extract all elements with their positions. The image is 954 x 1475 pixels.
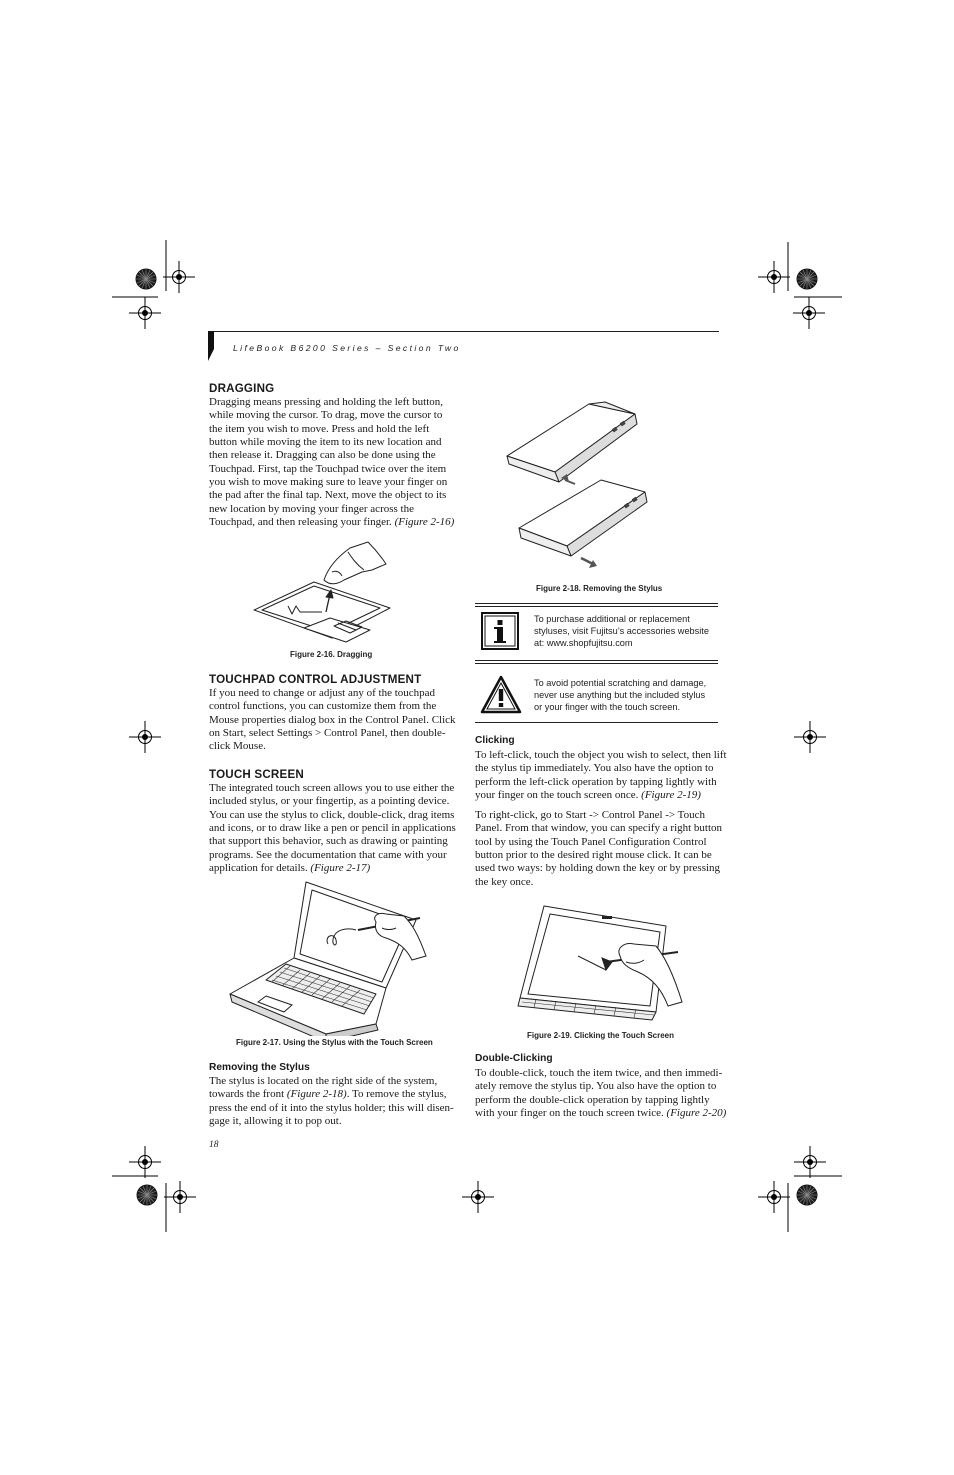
text-line: and icons, or to draw like a pen or pencil in applications bbox=[209, 822, 456, 835]
figure-2-18-removing-stylus-illustration bbox=[505, 400, 655, 572]
figure-2-16-dragging-illustration bbox=[252, 540, 394, 644]
text-line: included stylus, or your fingertip, as a pointing device. bbox=[209, 795, 450, 808]
caption-figure-2-19: Figure 2-19. Clicking the Touch Screen bbox=[527, 1031, 674, 1040]
text-line: Touchpad. First, tap the Touchpad twice over the item bbox=[209, 462, 447, 475]
heading-touch-screen: TOUCH SCREEN bbox=[209, 768, 304, 781]
caption-figure-2-16: Figure 2-16. Dragging bbox=[290, 650, 373, 659]
text-line bbox=[209, 862, 456, 875]
text-line: perform the double-click operation by tapping lightly bbox=[475, 1093, 710, 1106]
running-head: LifeBook B6200 Series – Section Two bbox=[233, 343, 461, 353]
text-line: the item you wish to move. Press and hold the left bbox=[209, 422, 430, 435]
paragraph-double-clicking bbox=[475, 1067, 726, 1120]
text-line bbox=[475, 789, 727, 802]
text-fragment: with your finger on the touch screen twice. bbox=[475, 1107, 667, 1120]
paragraph-touch-screen bbox=[209, 782, 456, 875]
text-line: programs. See the documentation that came with your bbox=[209, 848, 447, 861]
text-line: To left-click, touch the object you wish to select, then lift bbox=[475, 749, 727, 761]
text-line: that support this behavior, such as drawing or painting bbox=[209, 835, 448, 848]
text-line bbox=[209, 516, 454, 529]
text-line: then release it. Dragging can also be done using the bbox=[209, 449, 436, 462]
text-line: the key once. bbox=[475, 875, 534, 888]
figure-reference[interactable]: (Figure 2-18) bbox=[286, 1088, 347, 1101]
note-rule-mid bbox=[475, 660, 718, 661]
text-line: To purchase additional or replacement bbox=[534, 614, 690, 624]
note-warning-text bbox=[534, 677, 706, 714]
text-line: used two ways: by holding down the key or by pressing bbox=[475, 862, 721, 875]
heading-touchpad-control-adjustment: TOUCHPAD CONTROL ADJUSTMENT bbox=[209, 673, 422, 686]
text-line: To right-click, go to Start -> Control Panel -> Touch bbox=[475, 809, 706, 821]
paragraph-removing-stylus bbox=[209, 1075, 454, 1128]
text-line: on Start, select Settings > Control Panel, then double- bbox=[209, 727, 446, 740]
caption-figure-2-18: Figure 2-18. Removing the Stylus bbox=[536, 584, 663, 593]
heading-removing-the-stylus: Removing the Stylus bbox=[209, 1062, 310, 1073]
text-line: control functions, you can customize them from the bbox=[209, 700, 437, 713]
paragraph-clicking-right bbox=[475, 809, 722, 889]
text-line: The integrated touch screen allows you to use either the bbox=[209, 782, 455, 794]
text-line: the stylus tip immediately. You also have the option to bbox=[475, 762, 714, 775]
text-line bbox=[475, 1107, 726, 1120]
caption-figure-2-17: Figure 2-17. Using the Stylus with the Touch Screen bbox=[236, 1038, 433, 1047]
text-fragment: . To remove the stylus, bbox=[346, 1088, 447, 1101]
text-line: Panel. From that window, you can specify a right button bbox=[475, 822, 723, 835]
text-line: Mouse properties dialog box in the Control Panel. Click bbox=[209, 713, 456, 726]
figure-reference[interactable]: (Figure 2-16) bbox=[394, 516, 455, 529]
text-line: ately remove the stylus tip. You also have the option to bbox=[475, 1080, 717, 1093]
text-line: press the end of it into the stylus holder; this will disen- bbox=[209, 1101, 454, 1114]
text-line: To avoid potential scratching and damage, bbox=[534, 678, 707, 688]
text-line: If you need to change or adjust any of the touchpad bbox=[209, 687, 436, 699]
figure-reference[interactable]: (Figure 2-17) bbox=[310, 862, 371, 875]
header-rule bbox=[209, 331, 719, 332]
text-fragment: your finger on the touch screen once. bbox=[475, 789, 642, 802]
text-line: To double-click, touch the item twice, and then immedi- bbox=[475, 1067, 723, 1079]
figure-reference[interactable]: (Figure 2-19) bbox=[641, 789, 701, 802]
text-line: gage it, allowing it to pop out. bbox=[209, 1115, 342, 1128]
paragraph-clicking-left bbox=[475, 749, 727, 802]
text-line: button prior to the desired right mouse click. It can be bbox=[475, 849, 712, 862]
figure-2-19-clicking-illustration bbox=[516, 902, 692, 1024]
text-line: the pad after the final tap. Next, move the object to its bbox=[209, 489, 447, 502]
page-number: 18 bbox=[209, 1140, 219, 1150]
note-rule-top bbox=[475, 603, 718, 604]
note-rule-top-inner bbox=[475, 606, 718, 607]
heading-dragging: DRAGGING bbox=[209, 382, 275, 395]
text-line: You can use the stylus to click, double-click, drag items bbox=[209, 808, 455, 821]
heading-double-clicking: Double-Clicking bbox=[475, 1053, 553, 1064]
text-line: Touchpad, and then releasing your finger. bbox=[209, 516, 392, 529]
text-line: you wish to move making sure to leave your finger on bbox=[209, 476, 448, 489]
text-line: application for details. bbox=[209, 862, 308, 875]
note-rule-bottom bbox=[475, 722, 718, 723]
text-line: The stylus is located on the right side of the system, bbox=[209, 1075, 438, 1087]
text-line: perform the left-click operation by tapping lightly with bbox=[475, 775, 717, 788]
text-line: styluses, visit Fujitsu’s accessories website bbox=[534, 626, 709, 637]
text-line: while moving the cursor. To drag, move the cursor to bbox=[209, 409, 443, 422]
text-line: at: www.shopfujitsu.com bbox=[534, 638, 633, 649]
text-line: button while moving the item to its new location and bbox=[209, 436, 442, 449]
text-line bbox=[209, 1088, 454, 1101]
text-line: click Mouse. bbox=[209, 740, 266, 753]
paragraph-touchpad-adjust bbox=[209, 687, 456, 754]
text-line: or your finger with the touch screen. bbox=[534, 702, 681, 713]
text-line: Dragging means pressing and holding the left button, bbox=[209, 396, 444, 408]
note-info-text bbox=[534, 613, 709, 650]
text-line: never use anything but the included stylus bbox=[534, 690, 706, 701]
warning-icon bbox=[480, 675, 522, 715]
paragraph-dragging bbox=[209, 396, 454, 529]
text-line: new location by moving your finger across the bbox=[209, 502, 414, 515]
text-fragment: towards the front bbox=[209, 1088, 287, 1101]
note-rule-mid-inner bbox=[475, 663, 718, 664]
text-line: tool by using the Touch Panel Configuration Control bbox=[475, 835, 707, 848]
info-icon bbox=[481, 612, 519, 650]
figure-reference[interactable]: (Figure 2-20) bbox=[666, 1107, 727, 1120]
heading-clicking: Clicking bbox=[475, 735, 515, 746]
figure-2-17-stylus-illustration bbox=[226, 878, 430, 1036]
